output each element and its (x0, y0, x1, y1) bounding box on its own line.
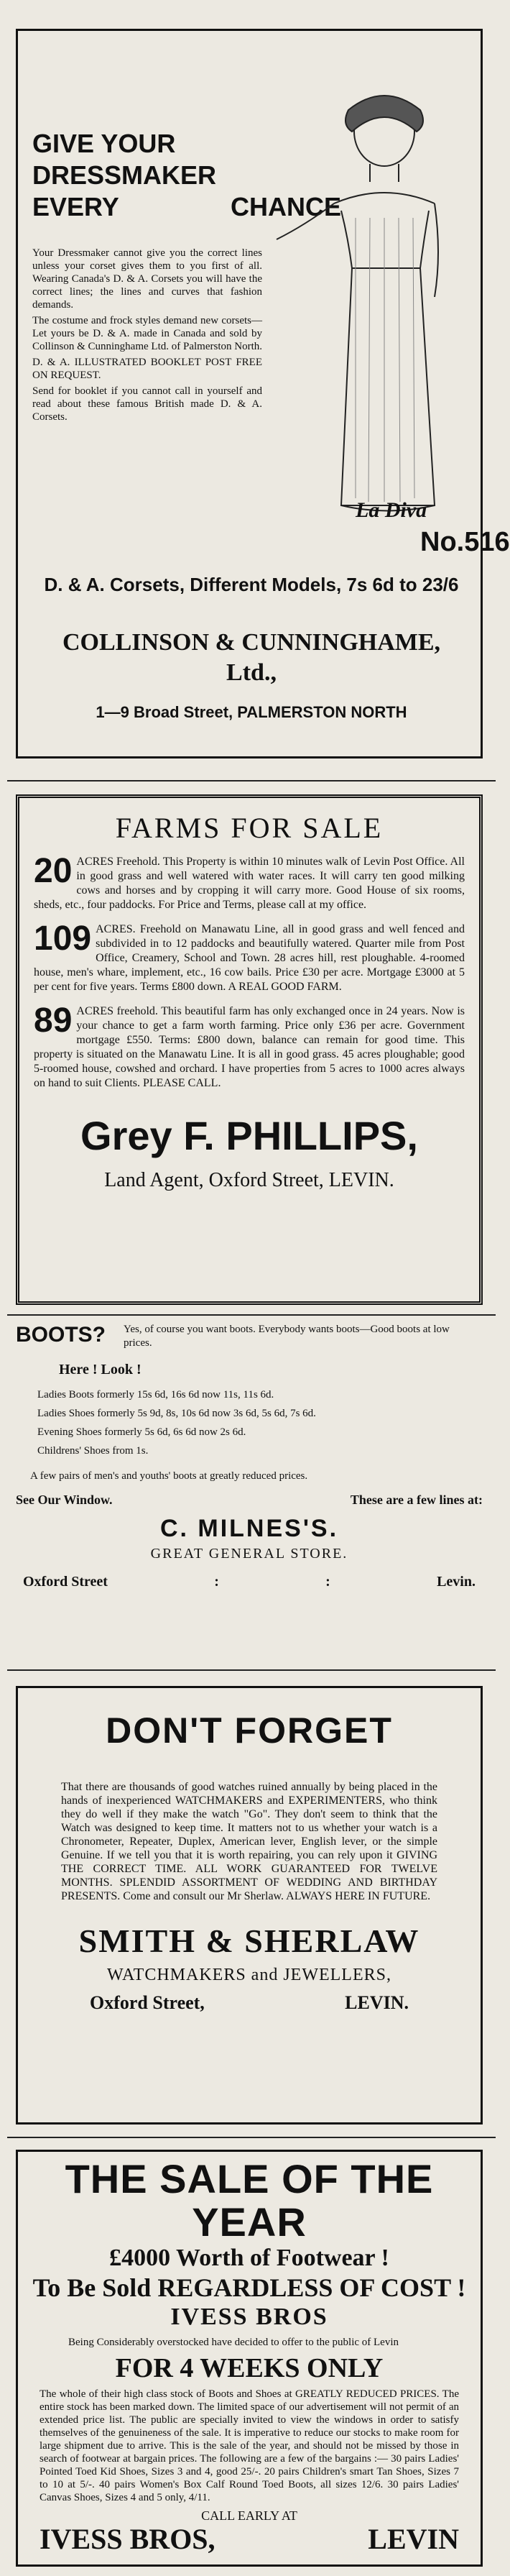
corsets-price-line: D. & A. Corsets, Different Models, 7s 6d to 23/6 (44, 574, 459, 595)
firm-address: 1—9 Broad Street, PALMERSTON NORTH (96, 703, 407, 721)
store-location (16, 1574, 483, 1590)
farm-listing (34, 852, 465, 912)
corset-paragraph: D. & A. ILLUSTRATED BOOKLET POST FREE ON REQUEST. (32, 357, 262, 381)
brand-mark: La Diva (356, 498, 427, 522)
boots-intro: Yes, of course you want boots. Everybody wants boots—Good boots at low prices. (124, 1324, 450, 1349)
sale-footer-firm: IVESS BROS, (40, 2523, 215, 2555)
listing-acres: 20 (34, 852, 73, 890)
price-line: Ladies Shoes formerly 5s 9d, 8s, 10s 6d now 3s 6d, 5s 6d, 7s 6d. (37, 1408, 316, 1419)
store-street: Oxford Street (23, 1574, 108, 1590)
watchmaker-subtitle: WATCHMAKERS and JEWELLERS, (107, 1966, 391, 1984)
listing-acres: 89 (34, 1001, 73, 1040)
corset-illustration (262, 81, 478, 527)
watchmaker-town: LEVIN. (345, 1992, 409, 2013)
listing-text: ACRES. Freehold on Manawatu Line, all in good grass and well fenced and subdivided in to 12 paddocks and beautifully watered. Quarter mile from Post Office, Creamery, School and Town. 28 acres hill, rest ploughable. 4-roomed house, men's whare, implement, etc., 16 cow bails. Price £30 per acre. Mortgage £3000 at 5 per cent for five years. Terms £800 down. A REAL GOOD FARM. (34, 923, 465, 993)
corset-paragraph: The costume and frock styles demand new corsets—Let yours be D. & A. made in Canada and sold by Collinson & Cunninghame Ltd. of Palmerston North. (32, 315, 262, 352)
sale-being: Being Considerably overstocked have decided to offer to the public of Levin (68, 2337, 399, 2348)
separator: : (325, 1574, 330, 1590)
firm-name-line-2: Ltd., (226, 659, 277, 686)
headline-word-chance: CHANCE (230, 192, 341, 221)
window-row (16, 1493, 483, 1508)
see-window: See Our Window. (16, 1493, 113, 1507)
agent-name: Grey F. PHILLIPS, (80, 1113, 418, 1158)
sale-footer-town: LEVIN (368, 2523, 459, 2555)
price-line: Evening Shoes formerly 5s 6d, 6s 6d now 2s 6d. (37, 1426, 246, 1438)
sale-weeks: FOR 4 WEEKS ONLY (115, 2353, 384, 2383)
sale-copy: The whole of their high class stock of Boots and Shoes at GREATLY REDUCED PRICES. The entire stock has been marked down. The limited space of our advertisement will not permit of an extended price list. The public are specially invited to view the windows in order to satisfy themselves of the genuineness of the sale. It is imperative to reduce our stocks to make room for large shipment due to arrive. This is the sale of the year, and should not be missed by those in search of footwear at bargain prices. The following are a few of the bargains :— 30 pairs Ladies' Pointed Toed Kid Shoes, Sizes 3 and 4, good 25/-. 20 pairs Children's smart Tan Shoes, Sizes 7 to 10 at 5/-. 40 pairs Women's Box Calf Round Toed Boots, all sizes 12/6. 30 pairs Ladies' Canvas Shoes, Sizes 4 and 5 only, 4/11. (40, 2388, 459, 2503)
watchmaker-name: SMITH & SHERLAW (78, 1922, 420, 1959)
sale-call-early: CALL EARLY AT (201, 2508, 297, 2523)
column-divider (7, 780, 496, 781)
farm-listing (34, 1001, 465, 1091)
farms-title: FARMS FOR SALE (115, 812, 384, 844)
watchmaker-copy: That there are thousands of good watches ruined annually by being placed in the hands of inexperienced WATCHMAKERS and EXPERIMENTERS, who think they do well if they make the watch "Go". They don't seem to think that the Watch was designed to keep time. It matters not to us whether your watch is a Chronometer, Repeater, Duplex, American lever, English lever, or the simple Genuine. If we tell you that it is worth repairing, you can rely upon it GIVING THE CORRECT TIME. ALL WORK GUARANTEED FOR TWELVE MONTHS. SPLENDID ASSORTMENT OF WEDDING AND BIRTHDAY PRESENTS. Come and consult our Mr Sherlaw. ALWAYS HERE IN FUTURE. (61, 1781, 437, 1902)
here-look: Here ! Look ! (59, 1362, 142, 1378)
sale-advertisement (16, 2150, 483, 2567)
boots-headline: BOOTS? (16, 1323, 106, 1347)
sale-footer (40, 2524, 459, 2555)
corset-paragraph: Your Dressmaker cannot give you the correct lines unless your corset gives them to you first of all. Wearing Canada's D. & A. Corsets you will have the correct lines; the lines and curves that fashion demands. (32, 247, 262, 311)
corset-advertisement (16, 29, 510, 758)
headline-word-every: EVERY (32, 192, 119, 221)
sale-worth: £4000 Worth of Footwear ! (109, 2245, 389, 2271)
watchmaker-address (90, 1992, 409, 2014)
dont-forget-title: DON'T FORGET (106, 1710, 393, 1751)
headline-line-2: DRESSMAKER (32, 160, 217, 190)
listing-text: ACRES freehold. This beautiful farm has only exchanged once in 24 years. Now is your chance to get a farm worth farming. Price only £36 per acre. Government mortgage £550. Terms: £800 down, balance can remain for good time. This property is situated on the Manawatu Line. It is all in good grass. 45 acres ploughable; good 5-roomed house, cowshed and orchard. I have properties from 5 acres to 1000 acres always on hand to suit Clients. PLEASE CALL. (34, 1005, 465, 1089)
watchmaker-advertisement (16, 1686, 483, 2124)
agent-address: Land Agent, Oxford Street, LEVIN. (104, 1169, 394, 1191)
farm-listing (34, 922, 465, 994)
firm-name-line-1: COLLINSON & CUNNINGHAME, (62, 629, 441, 656)
model-number: No.516 (420, 527, 510, 557)
firm-name (18, 628, 485, 688)
corset-paragraph: Send for booklet if you cannot call in yourself and read about these famous British made D. & A. Corsets. (32, 385, 262, 423)
few-lines: These are a few lines at: (350, 1493, 483, 1507)
watchmaker-street: Oxford Street, (90, 1992, 205, 2013)
corset-copy (32, 247, 262, 426)
store-name: C. MILNES'S. (159, 1515, 339, 1542)
store-type: GREAT GENERAL STORE. (150, 1546, 348, 1562)
separator: : (214, 1574, 219, 1590)
farms-advertisement (16, 794, 483, 1305)
listing-text: ACRES Freehold. This Property is within 10 minutes walk of Levin Post Office. All in good grass and well watered with water races. It will carry ten good milking cows and horses and by cropping it will carry more. Good House of six rooms, sheds, etc., four paddocks. For Price and Terms, please call at my office. (34, 856, 465, 911)
price-line: Ladies Boots formerly 15s 6d, 16s 6d now 11s, 11s 6d. (37, 1389, 274, 1401)
column-divider (7, 2137, 496, 2138)
listing-acres: 109 (34, 920, 92, 958)
store-town: Levin. (437, 1574, 476, 1590)
boots-advertisement (16, 1323, 483, 1654)
sale-regardless: To Be Sold REGARDLESS OF COST ! (32, 2273, 466, 2302)
sale-title: THE SALE OF THE YEAR (65, 2156, 434, 2245)
price-line: Childrens' Shoes from 1s. (37, 1445, 149, 1457)
headline-line-1: GIVE YOUR (32, 129, 176, 158)
column-divider (7, 1314, 496, 1316)
sale-firm: IVESS BROS (170, 2304, 328, 2330)
few-pairs-note: A few pairs of men's and youths' boots at greatly reduced prices. (30, 1470, 308, 1482)
column-divider (7, 1669, 496, 1671)
